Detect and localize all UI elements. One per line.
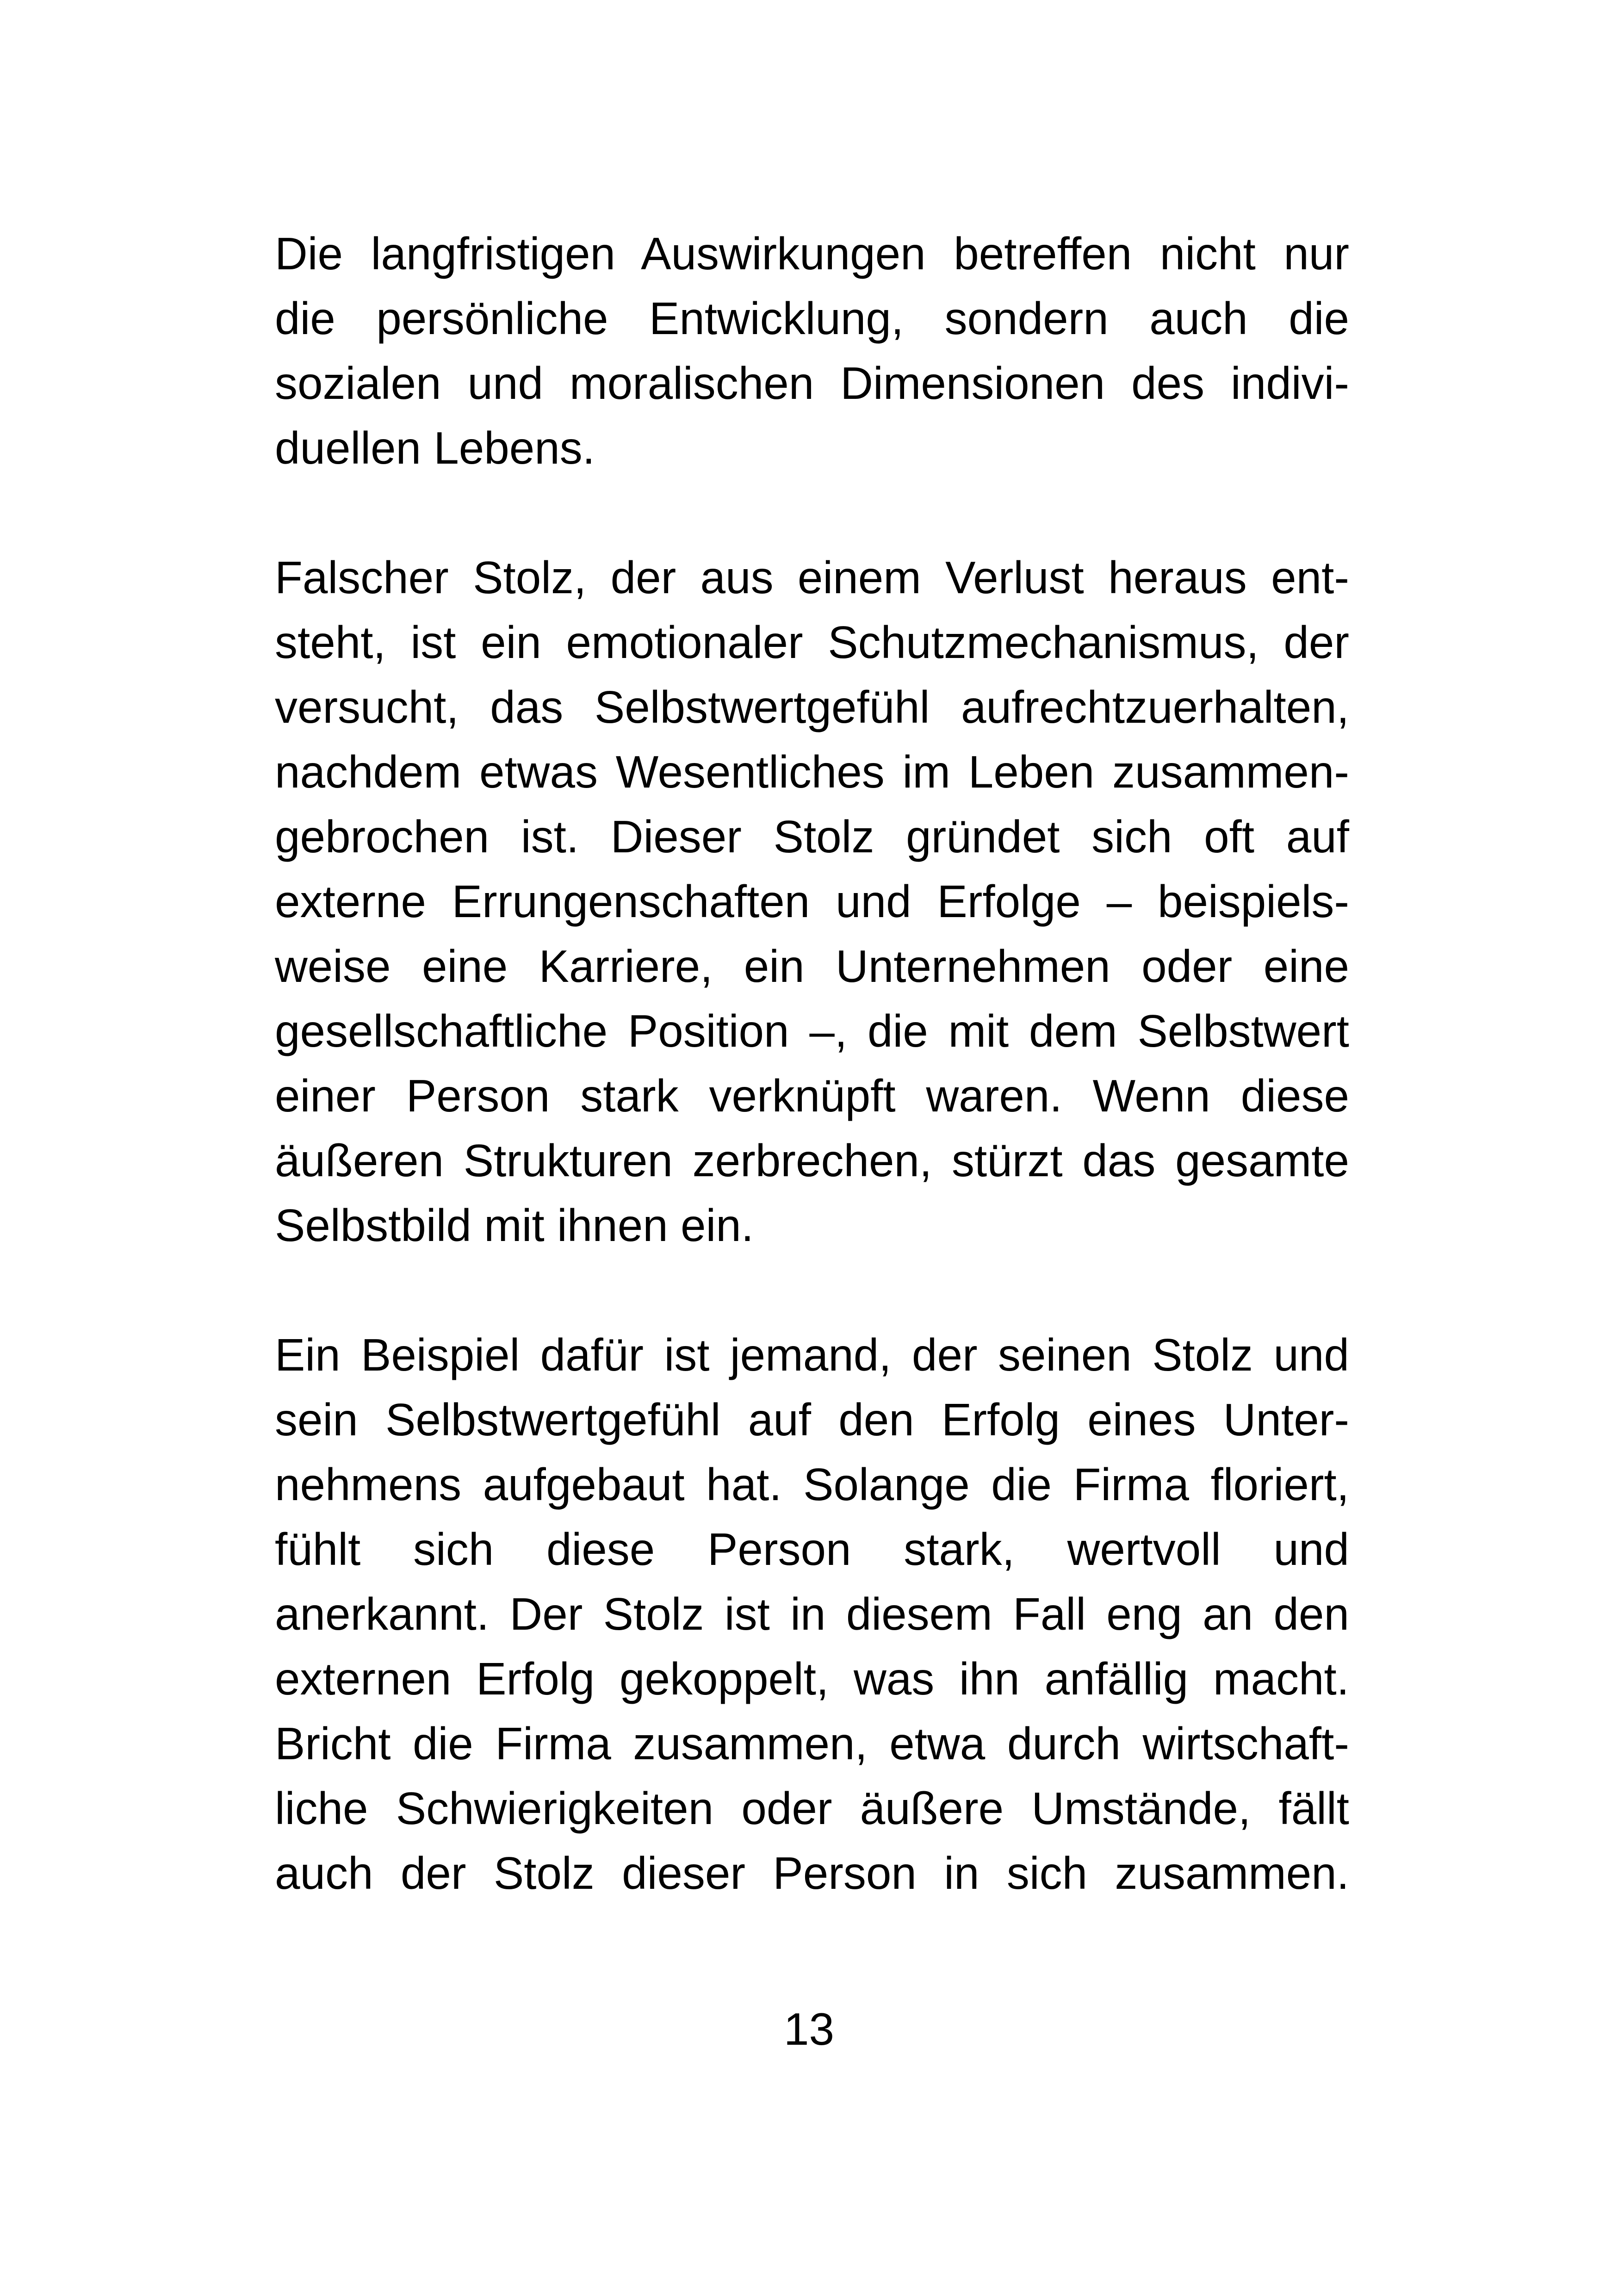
- text-line: duellen Lebens.: [275, 422, 595, 473]
- text-line: weise eine Karriere, ein Unternehmen oder eine: [275, 941, 1349, 992]
- text-line: nehmens aufgebaut hat. Solange die Firma floriert,: [275, 1459, 1349, 1510]
- paragraph-1: [275, 221, 1349, 480]
- text-line: steht, ist ein emotionaler Schutzmechanismus, der: [275, 617, 1349, 668]
- paragraph-2: [275, 545, 1349, 1258]
- text-line: auch der Stolz dieser Person in sich zusammen.: [275, 1848, 1349, 1899]
- text-line: einer Person stark verknüpft waren. Wenn diese: [275, 1070, 1349, 1121]
- text-line: nachdem etwas Wesentliches im Leben zusammen-: [275, 746, 1349, 797]
- text-line: anerkannt. Der Stolz ist in diesem Fall eng an den: [275, 1589, 1349, 1639]
- text-line: externen Erfolg gekoppelt, was ihn anfällig macht.: [275, 1653, 1349, 1704]
- text-line: Ein Beispiel dafür ist jemand, der seinen Stolz und: [275, 1329, 1349, 1380]
- text-line: Selbstbild mit ihnen ein.: [275, 1200, 754, 1251]
- text-line: liche Schwierigkeiten oder äußere Umstände, fällt: [275, 1783, 1349, 1834]
- text-line: versucht, das Selbstwertgefühl aufrechtzuerhalten,: [275, 682, 1349, 732]
- text-line: Bricht die Firma zusammen, etwa durch wirtschaft-: [275, 1718, 1349, 1769]
- page-number: 13: [783, 2004, 834, 2054]
- text-line: externe Errungenschaften und Erfolge – beispiels-: [275, 876, 1349, 927]
- text-line: Falscher Stolz, der aus einem Verlust heraus ent-: [275, 552, 1349, 603]
- text-line: fühlt sich diese Person stark, wertvoll und: [275, 1524, 1349, 1575]
- paragraph-3: [275, 1322, 1349, 1905]
- text-line: gebrochen ist. Dieser Stolz gründet sich oft auf: [275, 811, 1349, 862]
- text-line: sozialen und moralischen Dimensionen des indivi-: [275, 358, 1349, 409]
- text-line: sein Selbstwertgefühl auf den Erfolg eines Unter-: [275, 1394, 1349, 1445]
- text-line: gesellschaftliche Position –, die mit dem Selbstwert: [275, 1005, 1349, 1056]
- text-line: äußeren Strukturen zerbrechen, stürzt das gesamte: [275, 1135, 1349, 1186]
- text-line: Die langfristigen Auswirkungen betreffen nicht nur: [275, 228, 1349, 279]
- text-line: die persönliche Entwicklung, sondern auch die: [275, 293, 1349, 344]
